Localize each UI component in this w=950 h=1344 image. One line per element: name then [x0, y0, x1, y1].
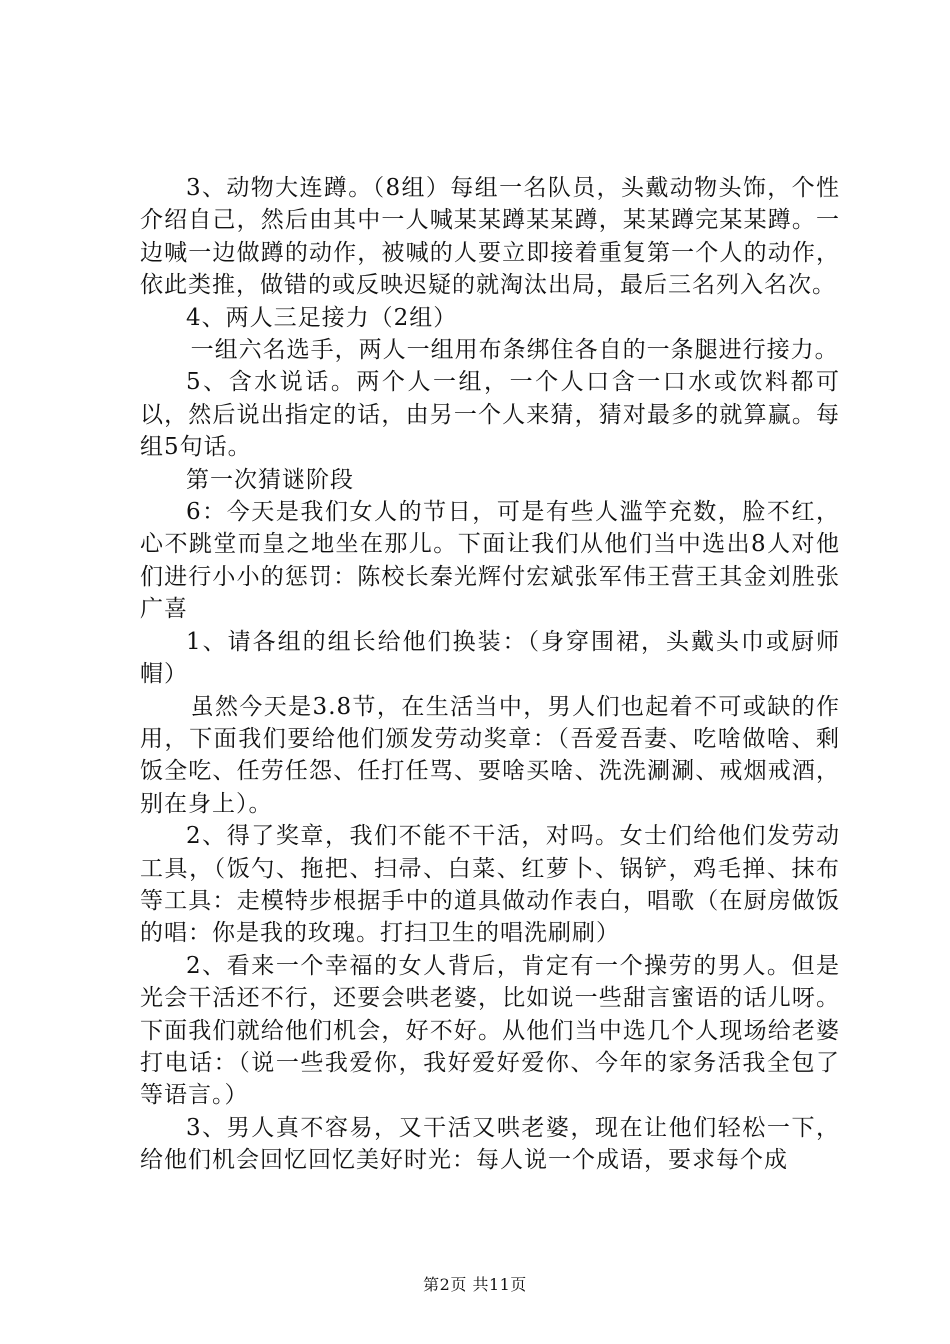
paragraph-costume-change: 1、请各组的组长给他们换装：（身穿围裙，头戴头巾或厨师帽） [140, 628, 840, 688]
paragraph-punishment-intro: 6：今天是我们女人的节日，可是有些人滥竽充数，脸不红，心不跳堂而皇之地坐在那儿。下面让我们从他们当中选出8人对他们进行小小的惩罚：陈校长秦光辉付宏斌张军伟王营王其金刘胜张广喜 [140, 499, 840, 623]
paragraph-three-legged-relay-desc: 一组六名选手，两人一组用布条绑住各自的一条腿进行接力。 [190, 337, 839, 364]
paragraph-labor-tools: 2、得了奖章，我们不能不干活，对吗。女士们给他们发劳动工具，（饭勺、拖把、扫帚、白菜、红萝卜、锅铲，鸡毛掸、抹布等工具：走模特步根据手中的道具做动作表白，唱歌（在厨房做饭的唱：你是我的玫瑰。打扫卫生的唱洗刷刷） [140, 823, 840, 947]
paragraph-water-talking-game: 5、含水说话。两个人一组，一个人口含一口水或饮料都可以，然后说出指定的话，由另一个人来猜，猜对最多的就算赢。每组5句话。 [140, 369, 840, 461]
paragraph-animal-squat-game: 3、动物大连蹲。（8组）每组一名队员，头戴动物头饰，个性介绍自己，然后由其中一人喊某某蹲某某蹲，某某蹲完某某蹲。一边喊一边做蹲的动作，被喊的人要立即接着重复第一个人的动作，依此类推，做错的或反映迟疑的就淘汰出局，最后三名列入名次。 [140, 175, 840, 299]
paragraph-three-legged-relay-title: 4、两人三足接力（2组） [186, 304, 458, 331]
paragraph-idiom-game: 3、男人真不容易，又干活又哄老婆，现在让他们轻松一下，给他们机会回忆回忆美好时光：每人说一个成语，要求每个成 [140, 1114, 840, 1174]
page-footer: 第2页 共11页 [423, 1275, 527, 1294]
paragraph-labor-medal: 虽然今天是3.8节，在生活当中，男人们也起着不可或缺的作用，下面我们要给他们颁发劳动奖章：（吾爱吾妻、吃啥做啥、剩饭全吃、任劳任怨、任打任骂、要啥买啥、洗洗涮涮、戒烟戒酒，别在身上）。 [140, 693, 840, 817]
paragraph-phone-call: 2、看来一个幸福的女人背后，肯定有一个操劳的男人。但是光会干活还不行，还要会哄老婆，比如说一些甜言蜜语的话儿呀。下面我们就给他们机会，好不好。从他们当中选几个人现场给老婆打电话：（说一些我爱你，我好爱好爱你、今年的家务活我全包了等语言。） [140, 952, 840, 1109]
document-body [140, 172, 840, 1177]
paragraph-first-riddle-stage: 第一次猜谜阶段 [186, 466, 354, 493]
